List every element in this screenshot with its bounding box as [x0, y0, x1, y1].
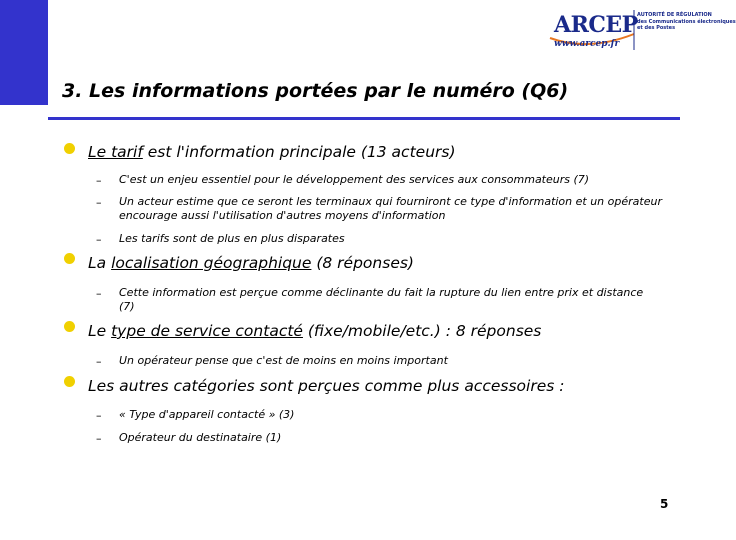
sub-bullet: Cette information est perçue comme déclinante du fait la rupture du lien entre prix et distance (7)	[119, 286, 644, 313]
sub-bullet: « Type d'appareil contacté » (3)	[119, 408, 295, 421]
bullet-text	[88, 143, 456, 161]
bullet-underlined: type de service contacté	[111, 322, 303, 340]
page-number: 5	[660, 497, 669, 511]
bullet-dot	[64, 321, 75, 332]
bullet-text	[88, 254, 414, 272]
bullet-pre: La	[88, 254, 112, 272]
logo-caption-line: AUTORITÉ DE RÉGULATION	[637, 12, 712, 18]
sub-bullet: Les tarifs sont de plus en plus disparates	[119, 232, 345, 245]
bullet-post: (8 réponses)	[311, 254, 414, 272]
bullet-dot	[64, 376, 75, 387]
bullet-text	[88, 322, 541, 340]
logo-caption-line: et des Postes	[637, 25, 676, 31]
slide-title: 3. Les informations portées par le numéro (Q6)	[62, 80, 569, 102]
logo-url-text: www.arcep.fr	[554, 39, 620, 49]
sub-bullet: Un opérateur pense que c'est de moins en moins important	[119, 354, 448, 367]
bullet-dot	[64, 143, 75, 154]
arcep-logo	[548, 8, 736, 52]
bullet-post: (fixe/mobile/etc.) : 8 réponses	[302, 322, 542, 340]
sub-bullet: Un acteur estime que ce seront les terminaux qui fourniront ce type d'information et un opérateur encourage aussi l'utilisation d'autres moyens d'information	[119, 195, 662, 222]
bullet-underlined: localisation géographique	[111, 254, 312, 272]
bullet-pre: Les autres catégories sont perçues comme plus accessoires :	[88, 377, 565, 395]
logo-caption-line: des Communications électroniques	[637, 18, 736, 25]
sub-dash: –	[96, 174, 102, 187]
sub-bullet: Opérateur du destinataire (1)	[119, 431, 282, 444]
sub-dash: –	[96, 409, 102, 422]
logo-caption	[637, 12, 736, 32]
sub-dash: –	[96, 233, 102, 246]
sub-dash: –	[96, 196, 102, 209]
logo-brand-text: ARCEP	[554, 12, 638, 38]
sub-dash: –	[96, 287, 102, 300]
sub-dash: –	[96, 355, 102, 368]
sub-bullet: C'est un enjeu essentiel pour le développement des services aux consommateurs (7)	[119, 173, 590, 186]
sub-dash: –	[96, 432, 102, 445]
title-divider	[48, 117, 680, 120]
bullet-dot	[64, 253, 75, 264]
bullet-text	[88, 377, 564, 395]
bullet-post: est l'information principale (13 acteurs)	[142, 143, 456, 161]
corner-accent-block	[0, 0, 48, 105]
bullet-underlined: Le tarif	[88, 143, 143, 161]
bullet-pre: Le	[88, 322, 112, 340]
